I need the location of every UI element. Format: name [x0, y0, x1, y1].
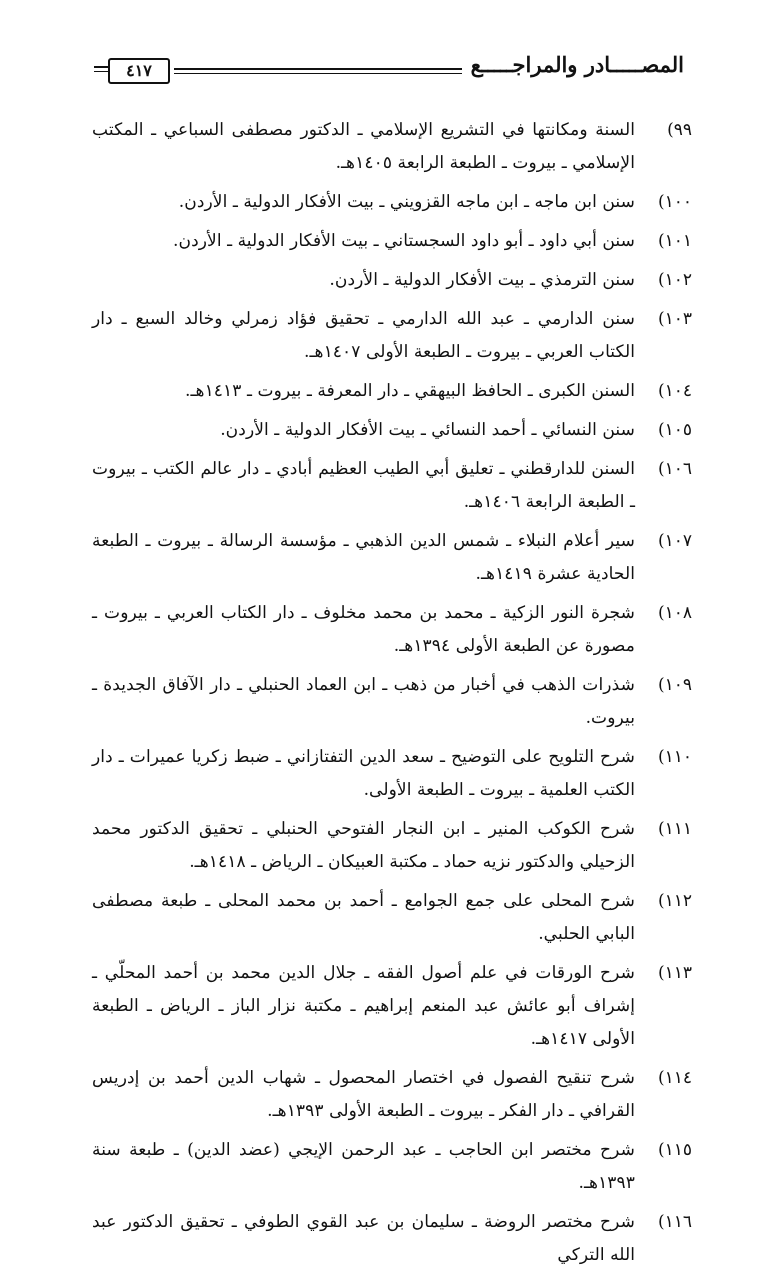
entry-number: ١٠٤)	[657, 381, 692, 401]
entry-text: شذرات الذهب في أخبار من ذهب ـ ابن العماد الحنبلي ـ دار الآفاق الجديدة ـ بيروت.	[92, 675, 635, 728]
entry-text: سير أعلام النبلاء ـ شمس الدين الذهبي ـ مؤسسة الرسالة ـ بيروت ـ الطبعة الحادية عشرة ١٤١٩هـ.	[92, 531, 635, 584]
entry-number: ١٠٢)	[657, 270, 692, 290]
list-item	[92, 957, 692, 1056]
entry-text: شرح الكوكب المنير ـ ابن النجار الفتوحي الحنبلي ـ تحقيق الدكتور محمد الزحيلي والدكتور نزيه حماد ـ مكتبة العبيكان ـ الرياض ـ ١٤١٨هـ.	[92, 819, 635, 872]
entry-number: ١٠٣)	[657, 309, 692, 329]
list-item	[92, 303, 692, 369]
entry-text: سنن الدارمي ـ عبد الله الدارمي ـ تحقيق فؤاد زمرلي وخالد السبع ـ دار الكتاب العربي ـ بيروت ـ الطبعة الأولى ١٤٠٧هـ.	[92, 309, 635, 362]
entry-text: سنن الترمذي ـ بيت الأفكار الدولية ـ الأردن.	[329, 270, 635, 290]
entry-text: شرح تنقيح الفصول في اختصار المحصول ـ شهاب الدين أحمد بن إدريس القرافي ـ دار الفكر ـ بيروت ـ الطبعة الأولى ١٣٩٣هـ.	[92, 1068, 635, 1121]
header-rule-tail-thin	[94, 71, 108, 72]
page-number: ٤١٧	[108, 58, 170, 84]
list-item	[92, 414, 692, 447]
entry-number: ١١١)	[657, 819, 692, 839]
entry-number: ١١٠)	[657, 747, 692, 767]
reference-list	[92, 114, 692, 1278]
list-item	[92, 186, 692, 219]
entry-text: سنن أبي داود ـ أبو داود السجستاني ـ بيت الأفكار الدولية ـ الأردن.	[173, 231, 635, 251]
page-header	[94, 48, 684, 88]
list-item	[92, 1062, 692, 1128]
entry-number: ١١٦)	[657, 1212, 692, 1232]
list-item	[92, 1134, 692, 1200]
entry-text: السنة ومكانتها في التشريع الإسلامي ـ الدكتور مصطفى السباعي ـ المكتب الإسلامي ـ بيروت ـ الطبعة الرابعة ١٤٠٥هـ.	[92, 120, 635, 173]
entry-number: ١١٣)	[657, 963, 692, 983]
entry-text: سنن النسائي ـ أحمد النسائي ـ بيت الأفكار الدولية ـ الأردن.	[220, 420, 635, 440]
entry-text: شرح الورقات في علم أصول الفقه ـ جلال الدين محمد بن أحمد المحلّي ـ إشراف أبو عائش عبد المنعم إبراهيم ـ مكتبة نزار الباز ـ الرياض ـ الطبعة الأولى ١٤١٧هـ.	[92, 963, 635, 1049]
entry-number: ٩٩)	[667, 120, 692, 140]
header-rule-thin	[174, 73, 462, 74]
entry-text: شرح التلويح على التوضيح ـ سعد الدين التفتازاني ـ ضبط زكريا عميرات ـ دار الكتب العلمية ـ بيروت ـ الطبعة الأولى.	[92, 747, 635, 800]
list-item	[92, 1206, 692, 1272]
list-item	[92, 885, 692, 951]
list-item	[92, 114, 692, 180]
list-item	[92, 669, 692, 735]
list-item	[92, 453, 692, 519]
entry-text: شرح مختصر ابن الحاجب ـ عبد الرحمن الإيجي (عضد الدين) ـ طبعة سنة ١٣٩٣هـ.	[92, 1140, 635, 1193]
entry-number: ١١٥)	[657, 1140, 692, 1160]
list-item	[92, 375, 692, 408]
entry-number: ١٠٧)	[657, 531, 692, 551]
entry-text: سنن ابن ماجه ـ ابن ماجه القزويني ـ بيت الأفكار الدولية ـ الأردن.	[178, 192, 635, 212]
entry-text: السنن الكبرى ـ الحافظ البيهقي ـ دار المعرفة ـ بيروت ـ ١٤١٣هـ.	[184, 381, 635, 401]
list-item	[92, 741, 692, 807]
entry-number: ١٠٨)	[657, 603, 692, 623]
entry-number: ١٠٠)	[657, 192, 692, 212]
header-rule	[174, 68, 462, 70]
entry-number: ١٠٦)	[657, 459, 692, 479]
list-item	[92, 813, 692, 879]
list-item	[92, 597, 692, 663]
entry-number: ١٠١)	[657, 231, 692, 251]
list-item	[92, 225, 692, 258]
entry-text: السنن للدارقطني ـ تعليق أبي الطيب العظيم أبادي ـ دار عالم الكتب ـ بيروت ـ الطبعة الرابعة ١٤٠٦هـ.	[92, 459, 635, 512]
entry-text: شرح المحلى على جمع الجوامع ـ أحمد بن محمد المحلى ـ طبعة مصطفى البابي الحلبي.	[92, 891, 635, 944]
entry-text: شجرة النور الزكية ـ محمد بن محمد مخلوف ـ دار الكتاب العربي ـ بيروت ـ مصورة عن الطبعة الأولى ١٣٩٤هـ.	[92, 603, 635, 656]
running-title: المصـــــادر والمراجـــــع	[470, 52, 684, 77]
list-item	[92, 264, 692, 297]
entry-number: ١١٢)	[657, 891, 692, 911]
entry-number: ١١٤)	[657, 1068, 692, 1088]
entry-text: شرح مختصر الروضة ـ سليمان بن عبد القوي الطوفي ـ تحقيق الدكتور عبد الله التركي	[92, 1212, 635, 1265]
header-rule-tail	[94, 66, 108, 68]
list-item	[92, 525, 692, 591]
entry-number: ١٠٩)	[657, 675, 692, 695]
entry-number: ١٠٥)	[657, 420, 692, 440]
